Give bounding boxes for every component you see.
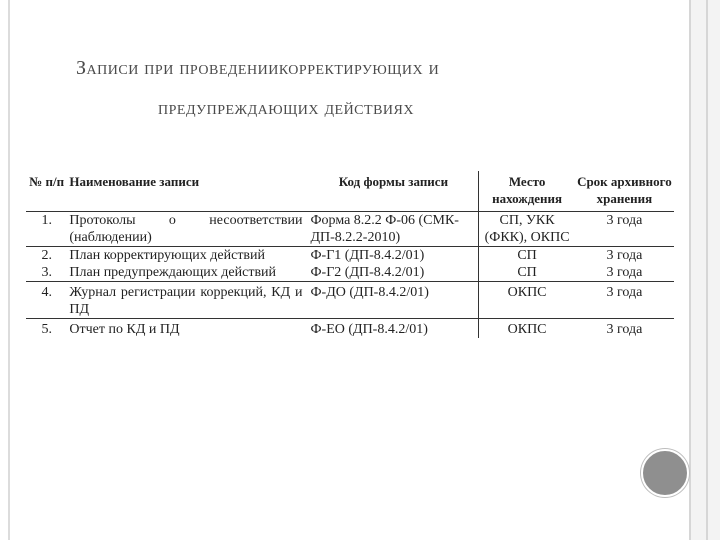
header-term: Срок архивного хранения [575,171,674,212]
cell-num: 3. [41,265,52,280]
title-line-1: аписи при проведениикорректирующих и [86,57,440,79]
cell-place: ОКПС [479,319,575,339]
cell-num: 4. [41,285,52,300]
cell-num: 5. [41,322,52,337]
cell-name: План предупреждающих действий [69,265,277,280]
cell-code: Форма 8.2.2 Ф-06 (СМК-ДП-8.2.2-2010) [310,213,459,245]
slide-title [76,48,666,128]
cell-num: 1. [41,213,52,228]
cell-name: Журнал регистрации коррекций, КД и ПД [69,285,303,317]
table-row [26,264,674,282]
cell-place: ОКПС [479,282,575,319]
slide-frame-right [689,0,720,540]
header-name: Наименование записи [67,171,304,212]
cell-name: Отчет по КД и ПД [69,322,180,337]
cell-name: Протоколы о несоответствии (наблюдении) [69,213,303,245]
slide-frame-right-line [706,0,708,540]
cell-term: 3 года [606,213,643,228]
decorative-circle [641,449,689,497]
records-table [26,171,674,338]
cell-code: Ф-Г2 (ДП-8.4.2/01) [310,265,425,280]
header-place: Место нахождения [479,171,575,212]
header-code: Код формы записи [304,171,478,212]
cell-code: Ф-ДО (ДП-8.4.2/01) [310,285,429,300]
cell-term: 3 года [606,322,643,337]
cell-term: 3 года [606,285,643,300]
cell-term: 3 года [606,248,643,263]
cell-place: СП, УКК (ФКК), ОКПС [479,212,575,247]
table-header-row [26,171,674,212]
cell-name: План корректирующих действий [69,248,266,263]
table-row [26,212,674,247]
header-num: № п/п [26,171,67,212]
table-row [26,319,674,339]
cell-place: СП [479,264,575,282]
cell-code: Ф-ЕО (ДП-8.4.2/01) [310,322,428,337]
table-row [26,282,674,319]
cell-num: 2. [41,248,52,263]
slide-frame-right-line [689,0,691,540]
title-line-2: предупреждающих действиях [158,97,414,119]
cell-term: 3 года [606,265,643,280]
title-first-letter: З [76,57,87,79]
cell-place: СП [479,247,575,265]
table-row [26,247,674,265]
cell-code: Ф-Г1 (ДП-8.4.2/01) [310,248,425,263]
slide-frame-left [8,0,10,540]
